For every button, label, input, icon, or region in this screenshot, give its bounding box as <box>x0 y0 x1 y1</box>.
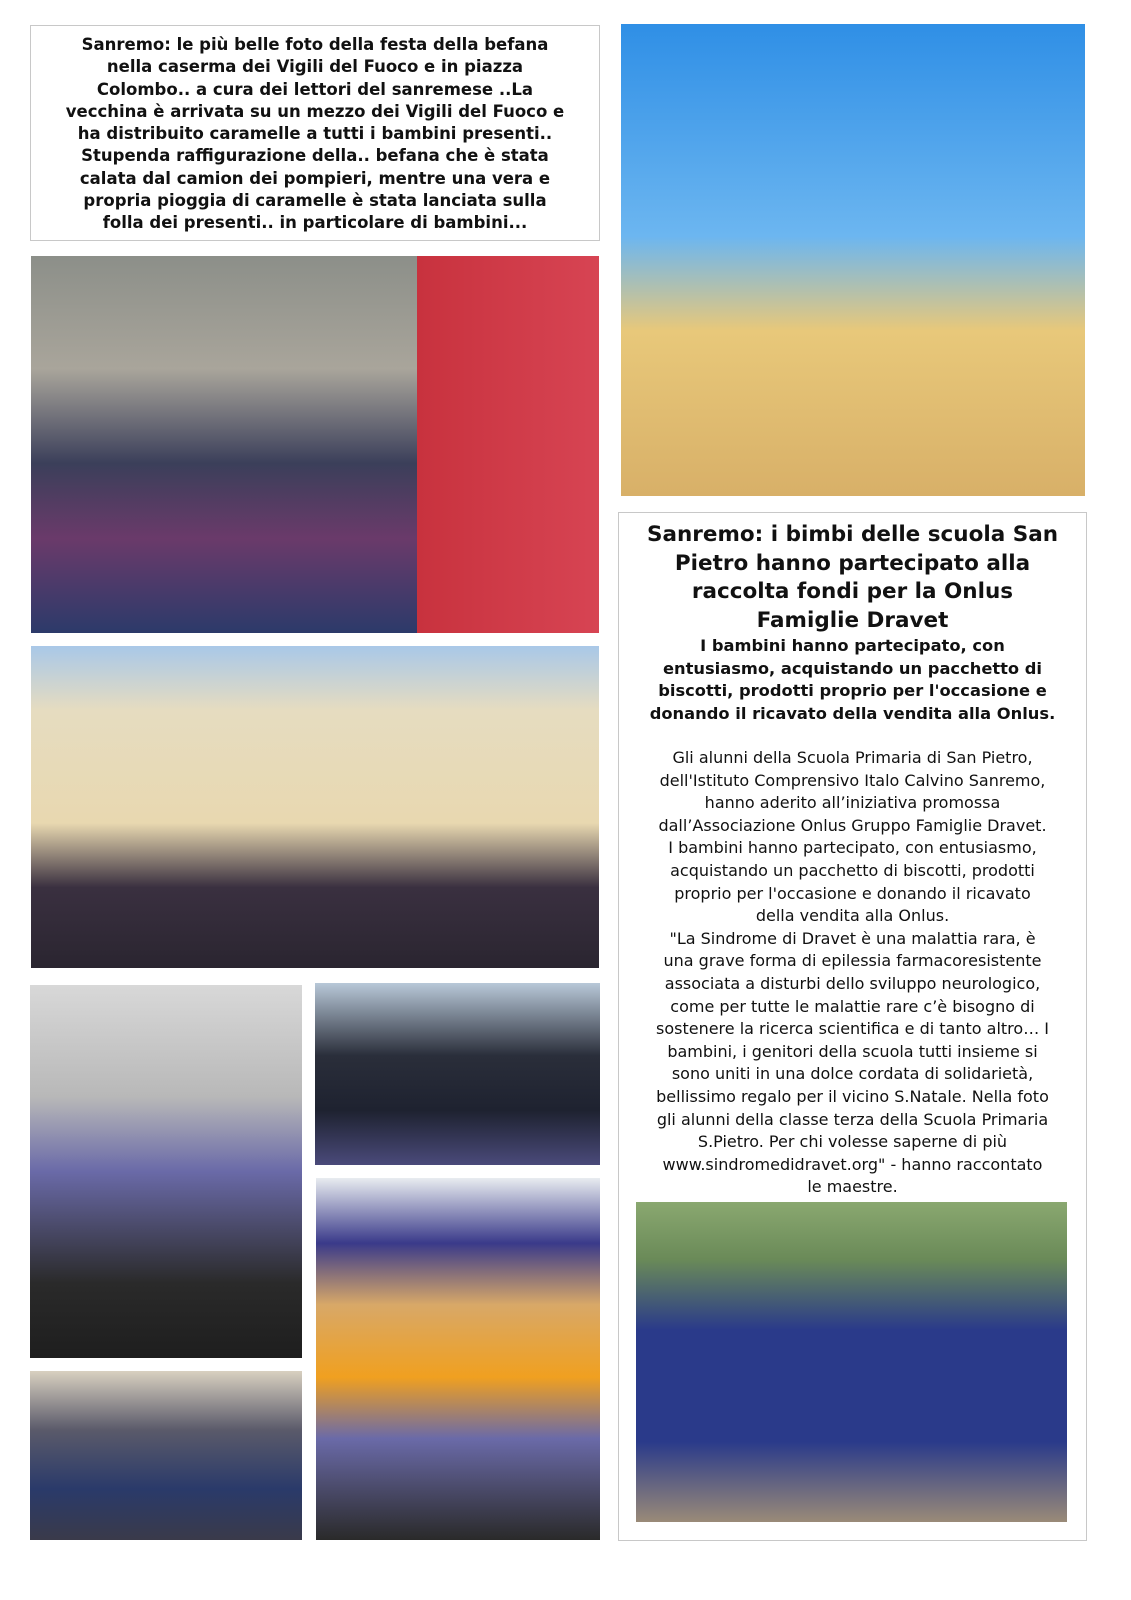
body-line: hanno aderito all’iniziativa promossa <box>704 793 1001 813</box>
subtitle-line: entusiasmo, acquistando un pacchetto di <box>662 658 1043 678</box>
body-line: S.Pietro. Per chi volesse saperne di più <box>697 1132 1008 1152</box>
photo-befana-on-aerial-platform <box>621 24 1085 496</box>
photo-school-class-san-pietro <box>636 1202 1067 1522</box>
intro-text-line: Colombo.. a cura dei lettori del sanremese ..La <box>96 79 534 99</box>
body-line: acquistando un pacchetto di biscotti, prodotti <box>670 860 1035 880</box>
subtitle-line: biscotti, prodotti proprio per l'occasione e <box>658 681 1047 700</box>
title-line: Famiglie Dravet <box>756 607 949 633</box>
photo-crowd-piazza-colombo <box>31 646 599 968</box>
photo-befana-with-children-fire-station <box>31 256 599 633</box>
photo-firefighters-with-befana <box>315 983 600 1165</box>
title-line: raccolta fondi per la Onlus <box>691 579 1014 604</box>
photo-children-crowd <box>30 1371 302 1540</box>
body-line: proprio per l'occasione e donando il ricavato <box>674 883 1031 903</box>
intro-text-line: nella caserma dei Vigili del Fuoco e in piazza <box>106 57 524 77</box>
intro-text-line: vecchina è arrivata su un mezzo dei Vigili del Fuoco e <box>65 101 565 121</box>
body-line: della vendita alla Onlus. <box>755 906 950 926</box>
subtitle-line: donando il ricavato della vendita alla Onlus. <box>649 703 1056 723</box>
intro-caption-box <box>30 25 600 241</box>
body-line: una grave forma di epilessia farmacoresistente <box>663 951 1042 971</box>
body-line: dell'Istituto Comprensivo Italo Calvino Sanremo, <box>659 770 1046 790</box>
title-line: Sanremo: i bimbi delle scuola San <box>646 522 1059 547</box>
intro-text-line: calata dal camion dei pompieri, mentre una vera e <box>79 168 551 188</box>
body-line: le maestre. <box>807 1177 898 1197</box>
intro-text-line: Stupenda raffigurazione della.. befana che è stata <box>81 146 549 166</box>
intro-text-line: propria pioggia di caramelle è stata lanciata sulla <box>83 191 547 211</box>
body-line: sono uniti in una dolce cordata di solidarietà, <box>671 1064 1034 1084</box>
body-line: dall’Associazione Onlus Gruppo Famiglie Dravet. <box>658 815 1047 835</box>
photo-lions-club-volunteers <box>316 1178 600 1540</box>
intro-text-line: ha distribuito caramelle a tutti i bambini presenti.. <box>77 124 553 144</box>
title-line: Pietro hanno partecipato alla <box>674 550 1031 576</box>
subtitle-line: I bambini hanno partecipato, con <box>700 636 1005 655</box>
body-line: come per tutte le malattie rare c’è bisogno di <box>670 996 1035 1016</box>
intro-text-line: Sanremo: le più belle foto della festa della befana <box>81 35 549 54</box>
photo-befana-with-broom <box>30 985 302 1358</box>
body-line: bambini, i genitori della scuola tutti insieme si <box>667 1041 1038 1061</box>
body-line: associata a disturbi dello sviluppo neurologico, <box>664 973 1041 993</box>
article-title <box>619 521 1086 635</box>
body-line: www.sindromedidravet.org" - hanno raccontato <box>662 1154 1043 1174</box>
intro-text-line: folla dei presenti.. in particolare di bambini... <box>102 213 528 233</box>
article-subtitle <box>619 635 1086 725</box>
body-line: Gli alunni della Scuola Primaria di San Pietro, <box>672 748 1033 767</box>
body-line: sostenere la ricerca scientifica e di tanto altro… I <box>655 1019 1049 1039</box>
body-line: I bambini hanno partecipato, con entusiasmo, <box>668 838 1037 858</box>
article-body <box>619 747 1086 1199</box>
body-line: bellissimo regalo per il vicino S.Natale. Nella foto <box>656 1086 1049 1106</box>
body-line: gli alunni della classe terza della Scuola Primaria <box>656 1109 1049 1129</box>
body-line: "La Sindrome di Dravet è una malattia rara, è <box>669 928 1036 948</box>
